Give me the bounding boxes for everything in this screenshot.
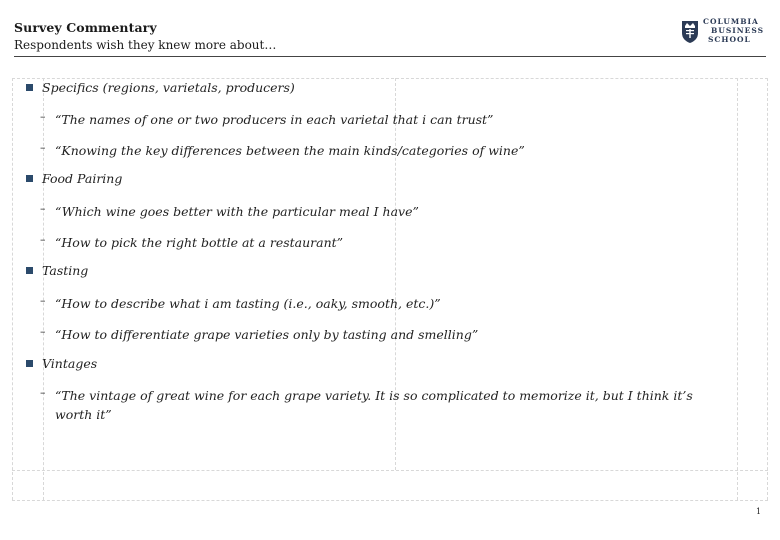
header-divider bbox=[14, 56, 766, 57]
respondent-quote: “The names of one or two producers in each varietal that i can trust” bbox=[55, 112, 494, 127]
logo-line-1: COLUMBIA bbox=[703, 17, 759, 26]
square-bullet-icon bbox=[26, 267, 33, 274]
bullet-label: Food Pairing bbox=[42, 171, 123, 186]
bullet-label: Tasting bbox=[42, 263, 89, 278]
bullet-label: Vintages bbox=[42, 356, 98, 371]
guide-line bbox=[12, 500, 768, 501]
dash-bullet-icon: – bbox=[40, 141, 46, 154]
slide-header bbox=[14, 18, 766, 58]
page-number: 1 bbox=[756, 507, 762, 516]
dash-bullet-icon: – bbox=[40, 386, 46, 399]
guide-line bbox=[12, 78, 768, 79]
guide-line bbox=[737, 78, 738, 500]
guide-line bbox=[12, 78, 13, 500]
logo-line-3: SCHOOL bbox=[708, 35, 751, 44]
columbia-crown-shield-icon bbox=[680, 18, 700, 44]
guide-line bbox=[12, 470, 768, 471]
columbia-business-school-logo bbox=[680, 16, 770, 48]
dash-bullet-icon: – bbox=[40, 294, 46, 307]
respondent-quote: “Which wine goes better with the particular meal I have” bbox=[55, 204, 419, 219]
respondent-quote: “How to pick the right bottle at a restaurant” bbox=[55, 235, 344, 250]
respondent-quote: “How to differentiate grape varieties only by tasting and smelling” bbox=[55, 327, 479, 342]
square-bullet-icon bbox=[26, 360, 33, 367]
dash-bullet-icon: – bbox=[40, 110, 46, 123]
logo-line-2: BUSINESS bbox=[711, 26, 765, 35]
square-bullet-icon bbox=[26, 84, 33, 91]
slide-subtitle: Respondents wish they knew more about… bbox=[14, 38, 277, 52]
respondent-quote: “The vintage of great wine for each grape variety. It is so complicated to memorize it, but I think it’s worth it” bbox=[55, 388, 693, 422]
respondent-quote: “Knowing the key differences between the main kinds/categories of wine” bbox=[55, 143, 525, 158]
respondent-quote: “How to describe what i am tasting (i.e., oaky, smooth, etc.)” bbox=[55, 296, 441, 311]
slide-title: Survey Commentary bbox=[14, 20, 157, 35]
guide-line bbox=[767, 78, 768, 500]
dash-bullet-icon: – bbox=[40, 202, 46, 215]
bullet-label: Specifics (regions, varietals, producers) bbox=[42, 80, 295, 95]
dash-bullet-icon: – bbox=[40, 325, 46, 338]
dash-bullet-icon: – bbox=[40, 233, 46, 246]
logo-wordmark bbox=[703, 17, 764, 44]
square-bullet-icon bbox=[26, 175, 33, 182]
